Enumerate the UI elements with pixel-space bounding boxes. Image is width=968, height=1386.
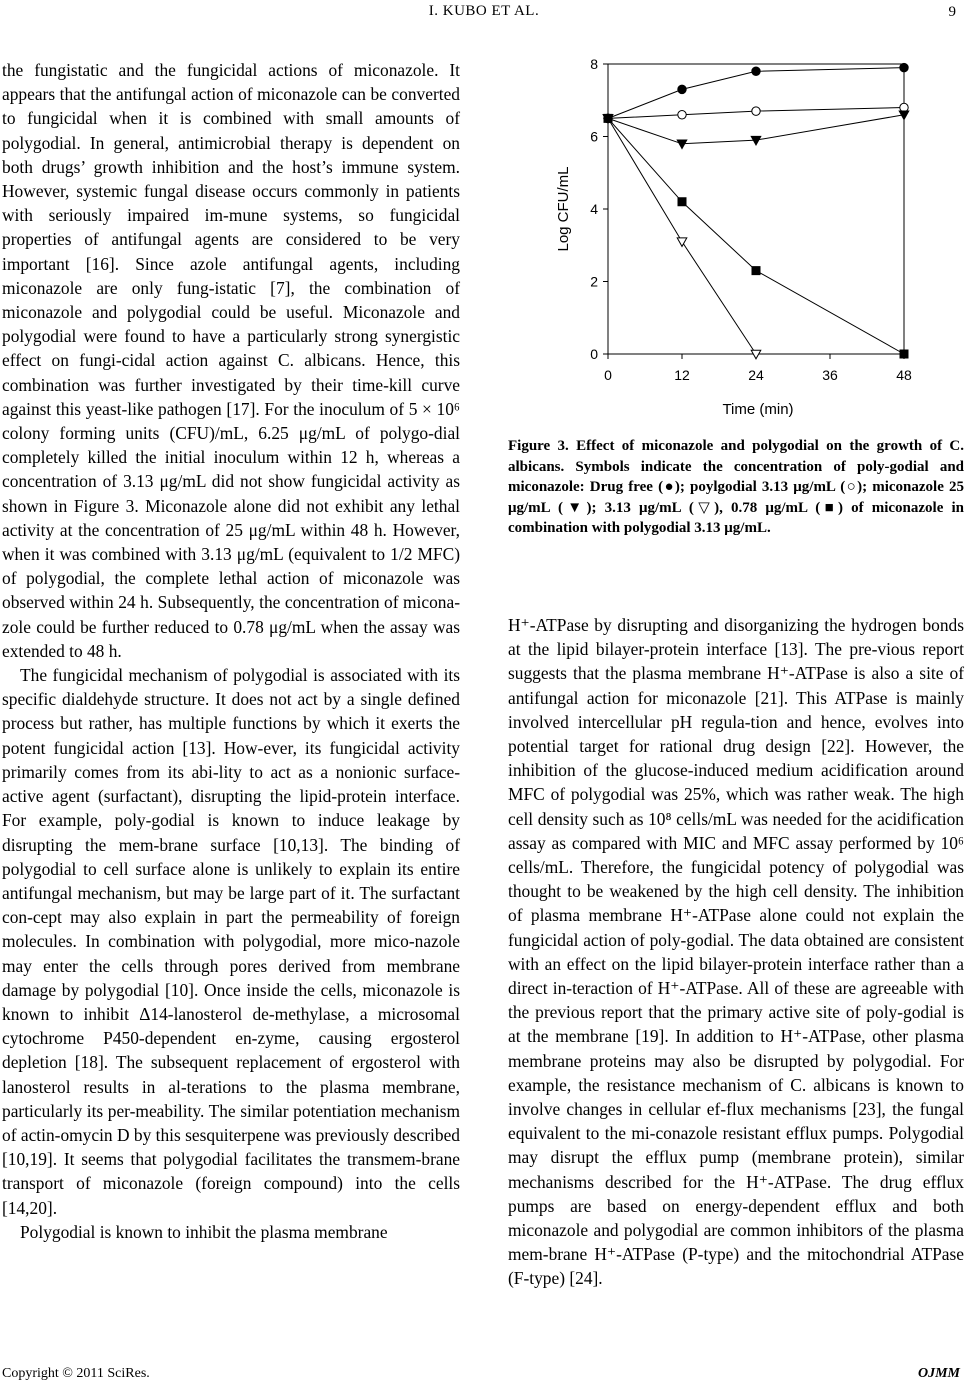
x-tick-label: 48: [896, 367, 912, 383]
data-point: [678, 85, 686, 93]
copyright-notice: Copyright © 2011 SciRes.: [2, 1366, 150, 1381]
x-axis-title: Time (min): [722, 401, 794, 418]
page-number: 9: [948, 4, 956, 20]
figure-caption: [508, 436, 964, 539]
x-tick-label: 0: [604, 367, 612, 383]
data-point: [678, 198, 686, 206]
right-column: [508, 613, 964, 1291]
paragraph: H⁺-ATPase by disrupting and disorganizing the hydrogen bonds at the lipid bilayer-protein interface [13]. The pre-vious report suggests that the plasma membrane H⁺-ATPase is also a site of antifungal action for miconazole [21]. This ATPase is mainly involved intercellular pH regula-tion and hence, evolves into potential target for rational drug design [22]. However, the inhibition of the glucose-induced medium acidification around MFC of polygodial was 25%, which was rather weak. The high cell density such as 10⁸ cells/mL was needed for the acidification assay as compared with MIC and MFC assay performed by 10⁶ cells/mL. Therefore, the fungicidal potency of polygodial was thought to be weakened by the high cell density. The inhibition of plasma membrane H⁺-ATPase alone could not explain the fungicidal action of poly-godial. The data obtained are consistent with an effect on the lipid bilayer-protein interface rather than a direct in-teraction of H⁺-ATPase. All of these are agreeable with the previous report that the primary active site of poly-godial is at the membrane [19]. In addition to H⁺-ATPase, other plasma membrane proteins may also be disrupted by polygodial. For example, the resistance mechanism of C. albicans is known to involve changes in cellular ef-flux mechanisms [23], the fungal equivalent to the mi-conazole resistant efflux pumps. Polygodial may disrupt the efflux pump (membrane protein), similar mechanisms described for the H⁺-ATPase. The drug efflux pumps are based on energy-dependent efflux and both miconazole and polygodial are common inhibitors of the plasma mem-brane H⁺-ATPase (P-type) and the mitochondrial ATPase (F-type) [24].: [508, 615, 964, 1289]
y-tick-label: 6: [590, 128, 598, 145]
y-tick-label: 0: [590, 346, 598, 362]
figure-3-chart: [508, 40, 964, 430]
data-point: [678, 111, 686, 119]
paragraph: Polygodial is known to inhibit the plasma membrane: [20, 1221, 388, 1242]
x-tick-label: 12: [674, 367, 690, 383]
line-chart: [508, 40, 964, 430]
x-tick-label: 24: [748, 367, 764, 383]
left-column: [2, 58, 460, 1244]
data-point: [752, 267, 760, 275]
data-point: [752, 67, 760, 75]
series-line: [608, 118, 904, 354]
series-line: [608, 118, 756, 354]
data-point: [900, 350, 908, 358]
running-head-authors: I. KUBO ET AL.: [428, 3, 540, 19]
y-tick-label: 4: [590, 201, 598, 217]
x-tick-label: 36: [822, 367, 838, 383]
paragraph: The fungicidal mechanism of polygodial is associated with its specific dialdehyde structure. It does not act by a single defined process but rather, has multiple functions by which it exerts the potent fungicidal action [13]. How-ever, its fungicidal activity primarily comes from its abi-lity to act as a nonionic surface-active agent (surfactant), disrupting the lipid-protein interface. For example, poly-godial is known to induce leakage by disrupting the mem-brane surface [10,13]. The binding of polygodial to cell surface alone is unlikely to explain its entire antifungal mechanism, but may be large part of it. The surfactant con-cept may also explain in part the permeability of foreign molecules. In combination with polygodial, more mico-nazole may enter the cells through pores derived from membrane damage by polygodial [10]. Once inside the cells, miconazole is known to inhibit Δ14-lanosterol de-methylase, a microsomal cytochrome P450-dependent en-zyme, causing ergosterol depletion [18]. The subsequent replacement of ergosterol with lanosterol results in al-terations to the plasma membrane, particularly its per-meability. The similar potentiation mechanism of actin-omycin D by this sesquiterpene was previously described [10,19]. It seems that polygodial facilitates the transmem-brane transport of miconazole (foreign compound) into the cells [14,20].: [2, 665, 460, 1218]
y-tick-label: 2: [590, 273, 598, 290]
caption-label: Figure 3. Effect of miconazole and polygodial on the growth of C. albicans.: [508, 438, 964, 475]
caption-text: Symbols indicate the concentration of poly-godial and miconazole: Drug free (●); poylgodial 3.13 μg/mL (○); miconazole 25 μg/mL (▼); 3.13 μg/mL (▽), 0.78 μg/mL (■) of miconazole in combination with polygodial 3.13 μg/mL.: [508, 458, 965, 536]
data-point: [752, 107, 760, 115]
journal-abbreviation: OJMM: [917, 1366, 960, 1381]
y-axis-title: Log CFU/mL: [555, 166, 572, 252]
data-point: [677, 238, 687, 247]
data-point: [677, 140, 687, 149]
y-tick-label: 8: [590, 56, 598, 72]
paragraph: the fungistatic and the fungicidal actions of miconazole. It appears that the antifungal action of miconazole can be converted to fungicidal when it is combined with small amounts of polygodial. In general, antimicrobial therapy is dependent on both drugs’ growth inhibition and the host’s immune system. However, systemic fungal disease occurs commonly in patients with seriously impaired im-mune systems, so fungicidal properties of antifungal agents are considered to be very important [16]. Since azole antifungal agents, including miconazole are only fung-istatic [7], the combination of miconazole and polygodial could be useful. Miconazole and polygodial were found to have a particularly strong synergistic effect on fungi-cidal action against C. albicans. Hence, this combination was further investigated by their time-kill curve against this yeast-like pathogen [17]. For the inoculum of 5 × 10⁶ colony forming units (CFU)/mL, 6.25 μg/mL of polygo-dial completely killed the initial inoculum within 12 h, whereas a concentration of 3.13 μg/mL did not show fungicidal activity as shown in Figure 3. Miconazole alone did not exhibit any lethal activity at the concentration of 25 μg/mL within 48 h. However, when it was combined with 3.13 μg/mL (equivalent to 1/2 MFC) of polygodial, the complete lethal action of miconazole was observed within 24 h. Subsequently, the concentration of micona-zole could be further reduced to 0.78 μg/mL when the assay was extended to 48 h.: [2, 60, 460, 661]
page-header: [0, 3, 968, 25]
data-point: [900, 63, 908, 71]
data-point: [604, 114, 612, 122]
data-point: [900, 103, 908, 111]
